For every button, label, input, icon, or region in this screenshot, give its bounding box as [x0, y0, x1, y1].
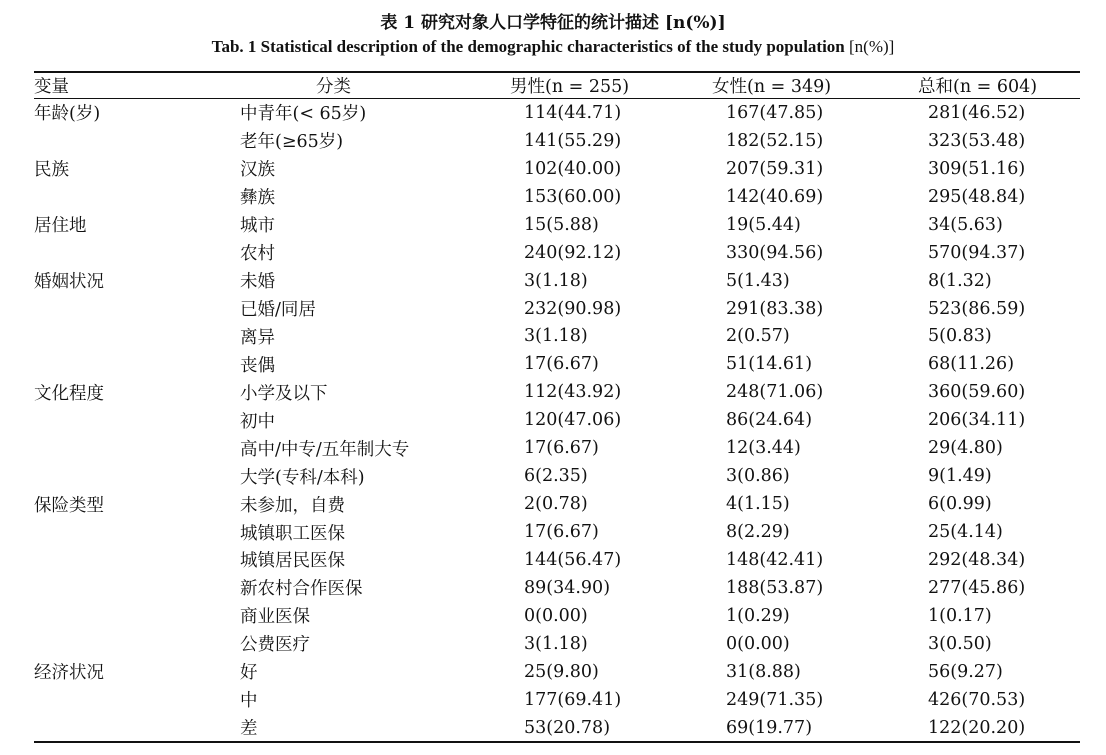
- cell-total: 56(9.27): [928, 661, 1003, 682]
- cell-female: 4(1.15): [726, 494, 790, 515]
- table-title-chinese: 表 1 研究对象人口学特征的统计描述 [n(%)]: [380, 13, 726, 33]
- cell-total: 6(0.99): [928, 494, 992, 515]
- cell-category: 离异: [240, 327, 275, 348]
- cell-total: 9(1.49): [928, 466, 992, 487]
- cell-variable: 文化程度: [34, 383, 104, 404]
- table-row: [34, 490, 1080, 518]
- cell-category: 中青年(< 65岁): [240, 104, 367, 125]
- cell-category: 丧偶: [240, 355, 275, 376]
- cell-category: 差: [240, 719, 258, 740]
- table-row: [34, 658, 1080, 686]
- cell-category: 商业医保: [240, 607, 310, 628]
- table-row: [34, 239, 1080, 267]
- cell-category: 城镇职工医保: [240, 523, 345, 544]
- cell-total: 277(45.86): [928, 577, 1026, 598]
- table-row: [34, 546, 1080, 574]
- table-row: [34, 518, 1080, 546]
- cell-total: 206(34.11): [928, 410, 1026, 431]
- cell-category: 新农村合作医保: [240, 579, 363, 600]
- table-row: [34, 267, 1080, 295]
- cell-male: 141(55.29): [524, 130, 622, 151]
- cell-male: 3(1.18): [524, 633, 588, 654]
- cell-total: 292(48.34): [928, 549, 1026, 570]
- cell-category: 老年(≥65岁): [240, 132, 344, 153]
- table-row: [34, 323, 1080, 351]
- header-category: 分类: [316, 76, 351, 97]
- cell-total: 309(51.16): [928, 158, 1026, 179]
- cell-total: 523(86.59): [928, 298, 1026, 319]
- cell-male: 89(34.90): [524, 577, 611, 598]
- cell-male: 102(40.00): [524, 158, 622, 179]
- cell-total: 1(0.17): [928, 605, 992, 626]
- cell-total: 5(0.83): [928, 326, 992, 347]
- cell-female: 31(8.88): [726, 661, 801, 682]
- cell-total: 34(5.63): [928, 214, 1003, 235]
- cell-female: 182(52.15): [726, 130, 824, 151]
- cell-male: 177(69.41): [524, 689, 622, 710]
- table-header-row: [34, 72, 1080, 98]
- table-row: [34, 295, 1080, 323]
- cell-male: 17(6.67): [524, 354, 599, 375]
- table-row: [34, 183, 1080, 211]
- cell-male: 2(0.78): [524, 494, 588, 515]
- table-row: [34, 99, 1080, 127]
- cell-male: 232(90.98): [524, 298, 622, 319]
- cell-category: 汉族: [240, 160, 275, 181]
- table-row: [34, 630, 1080, 658]
- cell-total: 122(20.20): [928, 717, 1026, 738]
- table-row: [34, 714, 1080, 742]
- table-row: [34, 462, 1080, 490]
- cell-category: 城镇居民医保: [240, 551, 345, 572]
- cell-male: 120(47.06): [524, 410, 622, 431]
- cell-female: 3(0.86): [726, 466, 790, 487]
- cell-total: 323(53.48): [928, 130, 1026, 151]
- cell-male: 153(60.00): [524, 186, 622, 207]
- table-row: [34, 574, 1080, 602]
- cell-category: 高中/中专/五年制大专: [240, 439, 410, 460]
- cell-category: 未参加，自费: [240, 495, 345, 516]
- cell-female: 142(40.69): [726, 186, 824, 207]
- cell-variable: 民族: [34, 160, 69, 181]
- cell-female: 1(0.29): [726, 605, 790, 626]
- table-row: [34, 406, 1080, 434]
- cell-total: 29(4.80): [928, 438, 1003, 459]
- cell-female: 19(5.44): [726, 214, 801, 235]
- cell-male: 25(9.80): [524, 661, 599, 682]
- cell-category: 好: [240, 663, 258, 684]
- table-title-english: [0, 37, 1106, 57]
- cell-variable: 居住地: [34, 216, 87, 237]
- cell-total: 25(4.14): [928, 522, 1003, 543]
- cell-total: 570(94.37): [928, 242, 1026, 263]
- table-title-english-unit: [n(%)]: [844, 37, 895, 56]
- cell-female: 207(59.31): [726, 158, 824, 179]
- cell-category: 未婚: [240, 272, 275, 293]
- cell-variable: 婚姻状况: [34, 272, 104, 293]
- cell-female: 248(71.06): [726, 382, 824, 403]
- cell-female: 148(42.41): [726, 549, 824, 570]
- cell-variable: 年龄(岁): [34, 104, 101, 125]
- cell-male: 3(1.18): [524, 326, 588, 347]
- cell-category: 彝族: [240, 188, 275, 209]
- cell-category: 中: [240, 691, 258, 712]
- table-row: [34, 434, 1080, 462]
- cell-category: 公费医疗: [240, 635, 310, 656]
- cell-male: 17(6.67): [524, 522, 599, 543]
- table-row: [34, 602, 1080, 630]
- table-row: [34, 686, 1080, 714]
- cell-category: 农村: [240, 244, 275, 265]
- table-title-english-main: Tab. 1 Statistical description of the demographic characteristics of the study population: [211, 37, 845, 56]
- header-male: 男性(n = 255): [510, 76, 630, 97]
- cell-total: 426(70.53): [928, 689, 1026, 710]
- cell-female: 0(0.00): [726, 633, 790, 654]
- cell-male: 17(6.67): [524, 438, 599, 459]
- cell-male: 15(5.88): [524, 214, 599, 235]
- table-row: [34, 127, 1080, 155]
- cell-male: 144(56.47): [524, 549, 622, 570]
- cell-female: 8(2.29): [726, 522, 790, 543]
- cell-category: 已婚/同居: [240, 300, 316, 321]
- cell-male: 112(43.92): [524, 382, 622, 403]
- cell-female: 249(71.35): [726, 689, 824, 710]
- cell-total: 68(11.26): [928, 354, 1015, 375]
- cell-category: 小学及以下: [240, 383, 328, 404]
- cell-female: 12(3.44): [726, 438, 801, 459]
- cell-male: 240(92.12): [524, 242, 622, 263]
- cell-total: 281(46.52): [928, 102, 1026, 123]
- cell-female: 2(0.57): [726, 326, 790, 347]
- table-row: [34, 211, 1080, 239]
- cell-female: 291(83.38): [726, 298, 824, 319]
- header-total: 总和(n = 604): [918, 76, 1038, 97]
- cell-female: 330(94.56): [726, 242, 824, 263]
- table-row: [34, 155, 1080, 183]
- cell-female: 188(53.87): [726, 577, 824, 598]
- cell-total: 295(48.84): [928, 186, 1026, 207]
- table-row: [34, 350, 1080, 378]
- cell-female: 51(14.61): [726, 354, 813, 375]
- cell-male: 6(2.35): [524, 466, 588, 487]
- cell-total: 8(1.32): [928, 270, 992, 291]
- cell-category: 大学(专科/本科): [240, 467, 365, 488]
- cell-female: 69(19.77): [726, 717, 813, 738]
- cell-female: 5(1.43): [726, 270, 790, 291]
- cell-female: 86(24.64): [726, 410, 813, 431]
- cell-female: 167(47.85): [726, 102, 824, 123]
- header-variable: 变量: [34, 76, 69, 97]
- cell-category: 初中: [240, 411, 275, 432]
- cell-male: 0(0.00): [524, 605, 588, 626]
- cell-male: 53(20.78): [524, 717, 611, 738]
- cell-category: 城市: [240, 216, 275, 237]
- header-female: 女性(n = 349): [712, 76, 832, 97]
- table-body: [34, 99, 1080, 742]
- cell-male: 3(1.18): [524, 270, 588, 291]
- cell-variable: 保险类型: [34, 495, 104, 516]
- cell-variable: 经济状况: [34, 663, 104, 684]
- cell-total: 3(0.50): [928, 633, 992, 654]
- table-row: [34, 378, 1080, 406]
- cell-total: 360(59.60): [928, 382, 1026, 403]
- cell-male: 114(44.71): [524, 102, 622, 123]
